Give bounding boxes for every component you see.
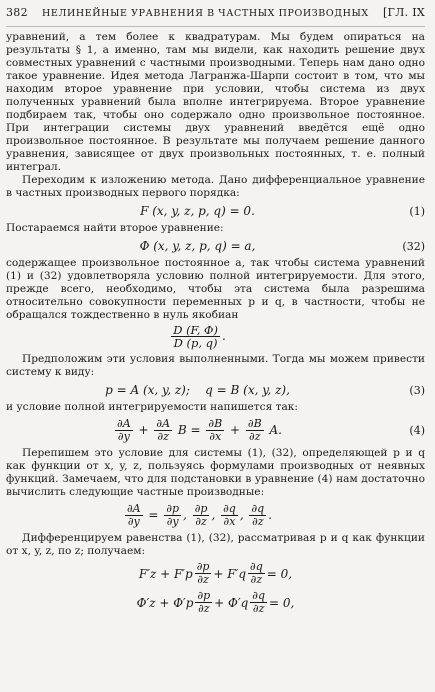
- eq4-end: A.: [269, 423, 282, 437]
- paragraph-4: содержащее произвольное постоянное a, так чтобы система уравнений (1) и (32) удовлетворяла условию полной интегрируемости. Для этого, прежде всего, необходимо, чтобы эта система была разрешима относительно совокупности переменных p и q, в частности, чтобы не обращался тождественно в нуль якобиан: [6, 257, 425, 321]
- jacobian-numerator: D (F, Φ): [173, 323, 218, 337]
- partial-left: $\frac{\partial A}{\partial y}$: [126, 502, 141, 528]
- partial-2: $\frac{\partial p}{\partial z}$: [194, 502, 208, 528]
- partial-1: $\frac{\partial p}{\partial y}$: [166, 502, 180, 528]
- paragraph-1: уравнений, а тем более к квадратурам. Мы будем опираться на результаты § 1, а именно, там мы видели, как находить решение двух совместных уравнений с частными производными. Теперь нам дано одно такое уравнение. Идея метода Лагранжа-Шарпи состоит в том, что мы находим второе уравнение при условии, чтобы система из двух полученных уравнений была вполне интегрируема. Второе уравнение подбираем так, чтобы оно содержало одно произвольное постоянное. При интеграции системы двух уравнений введётся ещё одно произвольное постоянное. В результате мы получаем решение данного уравнения, зависящее от двух произвольных постоянных, т. е. полный интеграл.: [6, 31, 425, 173]
- equation-32: [6, 239, 425, 253]
- jacobian-fraction: [171, 324, 220, 349]
- equation-4-number: (4): [409, 424, 425, 437]
- equation-1: [6, 204, 425, 218]
- dz2-frac-p: $\frac{\partial p}{\partial z}$: [197, 589, 211, 615]
- jacobian-formula: [6, 324, 425, 349]
- equation-1-number: (1): [409, 204, 425, 218]
- equation-3-right: q = B (x, y, z),: [205, 383, 290, 397]
- jacobian-denominator: D (p, q): [173, 336, 218, 350]
- eq4-mid: B =: [177, 423, 201, 437]
- partial-4: $\frac{\partial q}{\partial z}$: [251, 502, 265, 528]
- dz1-frac-q: $\frac{\partial q}{\partial z}$: [250, 560, 263, 586]
- running-header: [6, 6, 425, 27]
- dz-equation-2: Φ′z + Φ′p $\frac{\partial p}{\partial z}$ + Φ′q $\frac{\partial q}{\partial z}$ = 0,: [136, 589, 295, 615]
- paragraph-2: Переходим к изложению метода. Дано дифференциальное уравнение в частных производных первого порядка:: [6, 174, 425, 199]
- equation-1-body: F (x, y, z, p, q) = 0.: [140, 204, 255, 218]
- partials-list: $\frac{\partial A}{\partial y}$ = $\frac{\partial p}{\partial y}$ , $\frac{\partial p}{\partial z}$ , $\frac{\partial q}{\partial x}$ , $\frac{\partial q}{\partial z}$ .: [126, 502, 273, 528]
- equation-3: [6, 383, 425, 397]
- partial-3: $\frac{\partial q}{\partial x}$: [223, 502, 236, 528]
- dz1-frac-p: $\frac{\partial p}{\partial z}$: [196, 560, 210, 586]
- eq4-frac-d: $\frac{\partial B}{\partial z}$: [247, 417, 262, 443]
- equation-32-number: (32): [402, 239, 425, 253]
- dz-system: [6, 561, 425, 615]
- jacobian-tail: .: [221, 329, 226, 343]
- paragraph-8: Дифференцируем равенства (1), (32), рассматривая p и q как функции от x, y, z, по z; получаем:: [6, 532, 425, 557]
- eq4-plus-2: +: [229, 423, 241, 437]
- paragraph-3: Постараемся найти второе уравнение:: [6, 222, 224, 234]
- eq4-frac-b: $\frac{\partial A}{\partial z}$: [156, 417, 171, 443]
- eq4-plus-1: +: [138, 423, 149, 437]
- equation-3-left: p = A (x, y, z);: [105, 383, 190, 397]
- dz2-frac-q: $\frac{\partial q}{\partial z}$: [252, 589, 266, 615]
- running-title: НЕЛИНЕЙНЫЕ УРАВНЕНИЯ В ЧАСТНЫХ ПРОИЗВОДНЫХ: [42, 8, 369, 19]
- paragraph-5: Предположим эти условия выполненными. Тогда мы можем привести систему к виду:: [6, 353, 425, 378]
- paragraph-6: и условие полной интегрируемости напишется так:: [6, 401, 298, 413]
- chapter-label: [ГЛ. IX: [382, 6, 425, 19]
- partials-equals: =: [148, 508, 159, 522]
- eq4-frac-a: $\frac{\partial A}{\partial y}$: [117, 417, 131, 443]
- equation-3-number: (3): [409, 383, 425, 397]
- equation-4: [6, 418, 425, 443]
- equation-32-body: Φ (x, y, z, p, q) = a,: [139, 239, 256, 253]
- eq4-frac-c: $\frac{\partial B}{\partial x}$: [208, 417, 223, 443]
- dz-equation-1: F′z + F′p $\frac{\partial p}{\partial z}$ + F′q $\frac{\partial q}{\partial z}$ = 0,: [138, 560, 293, 586]
- paragraph-7: Перепишем это условие для системы (1), (32), определяющей p и q как функции от x, y, z, пользуясь формулами производных от неявных функций. Замечаем, что для подстановки в уравнение (4) нам достаточно вычислить следующие частные производные:: [6, 447, 425, 498]
- page-number: 382: [6, 6, 28, 19]
